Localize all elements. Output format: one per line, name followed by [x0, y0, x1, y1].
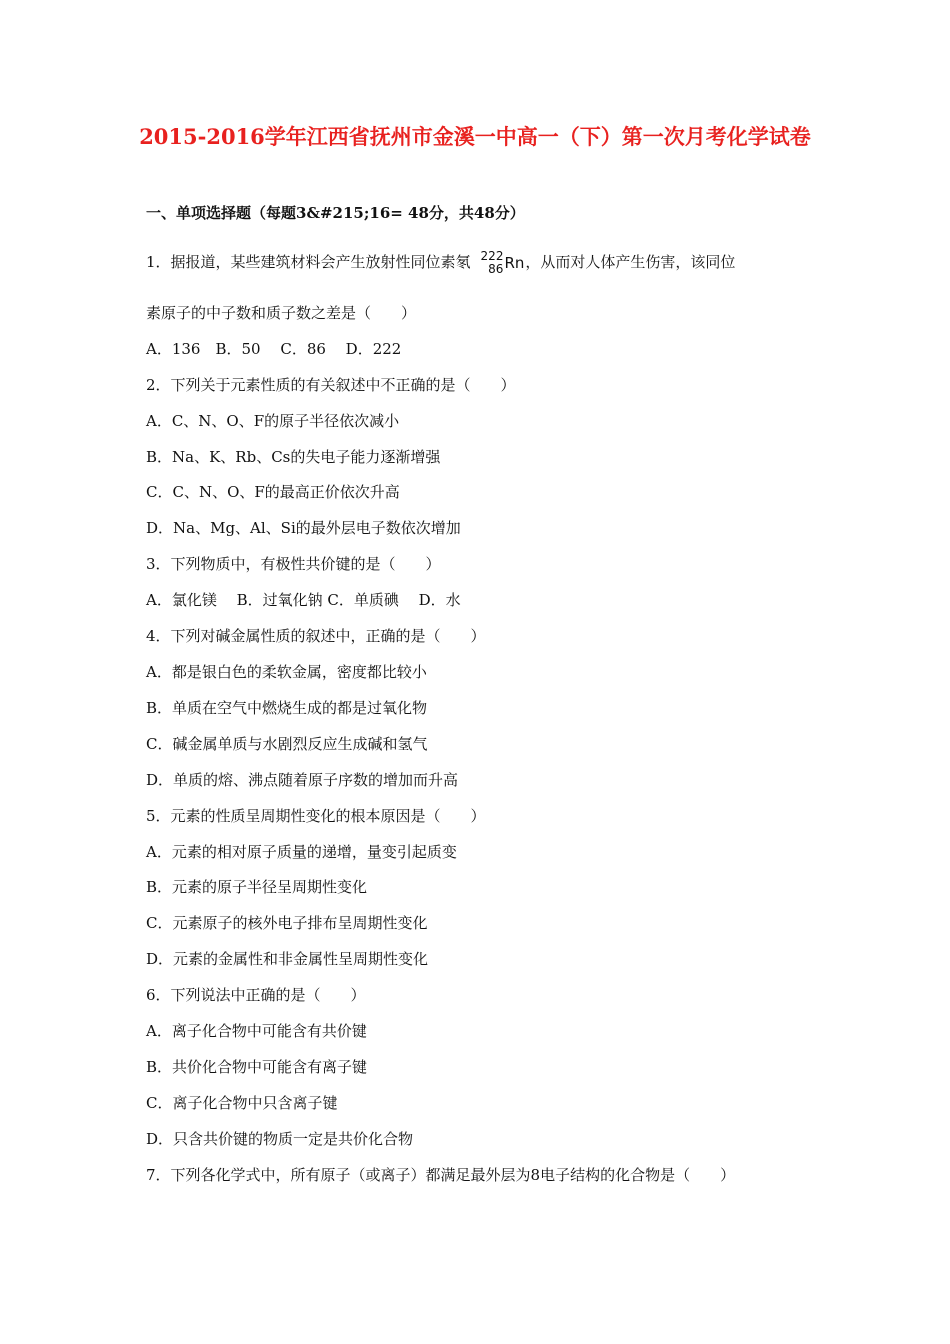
- question-4-option-b: B．单质在空气中燃烧生成的都是过氧化物: [146, 699, 428, 717]
- question-7-stem: 7．下列各化学式中，所有原子（或离子）都满足最外层为8电子结构的化合物是（ ）: [146, 1166, 736, 1184]
- question-5-stem: 5．元素的性质呈周期性变化的根本原因是（ ）: [146, 807, 486, 825]
- question-1-stem-after: ，从而对人体产生伤害，该同位: [525, 253, 736, 271]
- question-2-option-c: C．C、N、O、F的最高正价依次升高: [146, 483, 400, 501]
- question-5-option-b: B．元素的原子半径呈周期性变化: [146, 878, 368, 896]
- question-2-stem: 2．下列关于元素性质的有关叙述中不正确的是（ ）: [146, 376, 516, 394]
- question-1-stem-before: 1．据报道，某些建筑材料会产生放射性同位素氡: [146, 253, 471, 271]
- question-1-options: A．136 B．50 C．86 D．222: [146, 340, 402, 358]
- question-3-stem: 3．下列物质中，有极性共价键的是（ ）: [146, 555, 441, 573]
- question-4-option-a: A．都是银白色的柔软金属，密度都比较小: [146, 663, 427, 681]
- question-1-stem-line2: 素原子的中子数和质子数之差是（ ）: [146, 304, 417, 322]
- question-2-option-b: B．Na、K、Rb、Cs的失电子能力逐渐增强: [146, 448, 441, 466]
- question-4-option-d: D．单质的熔、沸点随着原子序数的增加而升高: [146, 771, 459, 789]
- section-heading: 一、单项选择题（每题3&#215;16= 48分，共48分）: [146, 204, 525, 222]
- question-6-option-b: B．共价化合物中可能含有离子键: [146, 1058, 368, 1076]
- exam-title: 2015-2016学年江西省抚州市金溪一中高一（下）第一次月考化学试卷: [139, 124, 811, 149]
- isotope-mass-number: 222: [480, 249, 504, 263]
- question-6-option-c: C．离子化合物中只含离子键: [146, 1094, 338, 1112]
- question-2-option-d: D．Na、Mg、Al、Si的最外层电子数依次增加: [146, 519, 461, 537]
- isotope-symbol: Rn: [504, 254, 525, 272]
- question-4-stem: 4．下列对碱金属性质的叙述中，正确的是（ ）: [146, 627, 486, 645]
- question-6-option-d: D．只含共价键的物质一定是共价化合物: [146, 1130, 414, 1148]
- isotope-atomic-number: 86: [488, 262, 504, 276]
- question-6-stem: 6．下列说法中正确的是（ ）: [146, 986, 366, 1004]
- question-5-option-c: C．元素原子的核外电子排布呈周期性变化: [146, 914, 428, 932]
- question-4-option-c: C．碱金属单质与水剧烈反应生成碱和氢气: [146, 735, 428, 753]
- question-1-stem: [146, 250, 735, 276]
- question-6-option-a: A．离子化合物中可能含有共价键: [146, 1022, 367, 1040]
- question-5-option-d: D．元素的金属性和非金属性呈周期性变化: [146, 950, 429, 968]
- radon-isotope-notation: [481, 250, 525, 276]
- question-5-option-a: A．元素的相对原子质量的递增，量变引起质变: [146, 843, 457, 861]
- question-2-option-a: A．C、N、O、F的原子半径依次减小: [146, 412, 400, 430]
- question-3-options: A．氯化镁 B．过氧化钠 C．单质碘 D．水: [146, 591, 461, 609]
